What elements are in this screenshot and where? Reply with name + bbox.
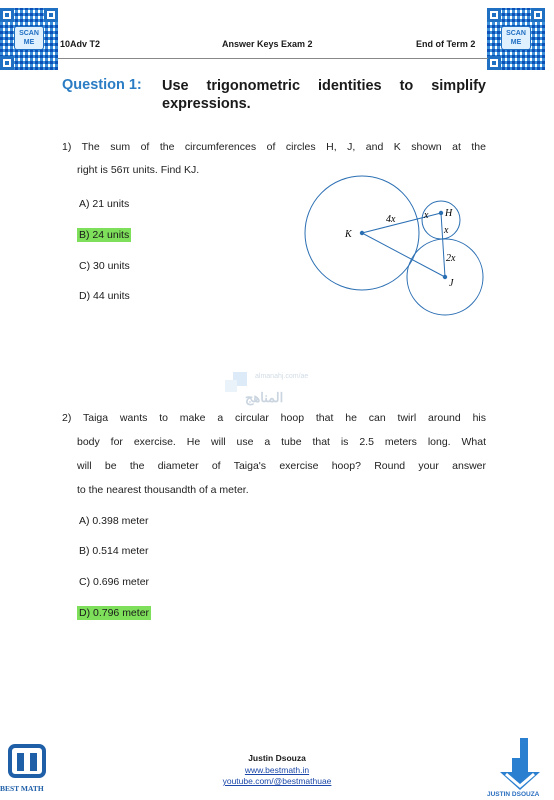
problem1-text-line2: right is 56π units. Find KJ.: [77, 164, 200, 176]
problem2-option-d-correct: D) 0.796 meter: [79, 607, 150, 619]
header-term: End of Term 2: [416, 39, 476, 49]
segment-kh: [362, 213, 441, 233]
segment-kj: [362, 233, 445, 277]
qr-finder: [0, 8, 14, 22]
problem2-option-c: C) 0.696 meter: [79, 576, 150, 588]
point-j: [443, 275, 447, 279]
point-k: [360, 231, 364, 235]
problem2-option-b: B) 0.514 meter: [79, 545, 149, 557]
qr-finder: [487, 8, 501, 22]
label-2x: 2x: [446, 253, 456, 264]
label-h: H: [445, 208, 453, 219]
problem2-text-line1: 2) Taiga wants to make a circular hoop that he can twirl around his: [62, 412, 486, 424]
watermark-arabic: المناهج: [245, 390, 284, 405]
problem1-option-b-correct: B) 24 units: [79, 229, 130, 241]
label-4x: 4x: [386, 214, 396, 225]
qr-code-right: [487, 8, 545, 70]
qr-center-label: SCAN ME: [501, 26, 531, 50]
header-course: 10Adv T2: [60, 39, 101, 49]
qr-finder: [44, 8, 58, 22]
label-x-right: x: [444, 225, 449, 236]
problem2-text-line4: to the nearest thousandth of a meter.: [77, 484, 249, 496]
question-text-line1: Use trigonometric identities to simplify: [162, 78, 486, 94]
problem1-option-a: A) 21 units: [79, 198, 130, 210]
qr-finder: [531, 8, 545, 22]
problem1-option-d: D) 44 units: [79, 290, 130, 302]
header-divider: [58, 58, 488, 59]
label-j: J: [449, 278, 454, 289]
problem1-option-c: C) 30 units: [79, 260, 130, 272]
circles-diagram: [300, 175, 490, 325]
label-x-top: x: [424, 210, 429, 221]
jd-logo-text: JUSTIN DSOUZA: [487, 791, 540, 798]
watermark-logo-icon: [225, 380, 237, 392]
qr-finder: [0, 56, 14, 70]
question-text-line2: expressions.: [162, 96, 251, 112]
qr-center-label: SCAN ME: [14, 26, 44, 50]
problem2-text-line2: body for exercise. He will use a tube that is 2.5 meters long. What: [77, 436, 486, 448]
segment-hj: [441, 213, 445, 277]
problem2-option-a: A) 0.398 meter: [79, 515, 149, 527]
header-title: Answer Keys Exam 2: [222, 39, 313, 49]
watermark-url: almanahj.com/ae: [255, 373, 309, 380]
point-h: [439, 211, 443, 215]
qr-code-left: [0, 8, 58, 70]
best-math-logo-text: BEST MATH: [0, 784, 44, 793]
jd-logo-icon: [492, 736, 548, 792]
footer-author: Justin Dsouza: [248, 753, 306, 763]
footer-website-link[interactable]: www.bestmath.in: [244, 765, 310, 775]
question-label: Question 1:: [62, 77, 142, 93]
qr-finder: [487, 56, 501, 70]
watermark: [225, 368, 355, 418]
label-k: K: [345, 229, 352, 240]
problem1-text-line1: 1) The sum of the circumferences of circles H, J, and K shown at the: [62, 141, 486, 153]
footer-youtube-link[interactable]: youtube.com/@bestmathuae: [222, 776, 332, 786]
problem2-text-line3: will be the diameter of Taiga's exercise hoop? Round your answer: [77, 460, 486, 472]
